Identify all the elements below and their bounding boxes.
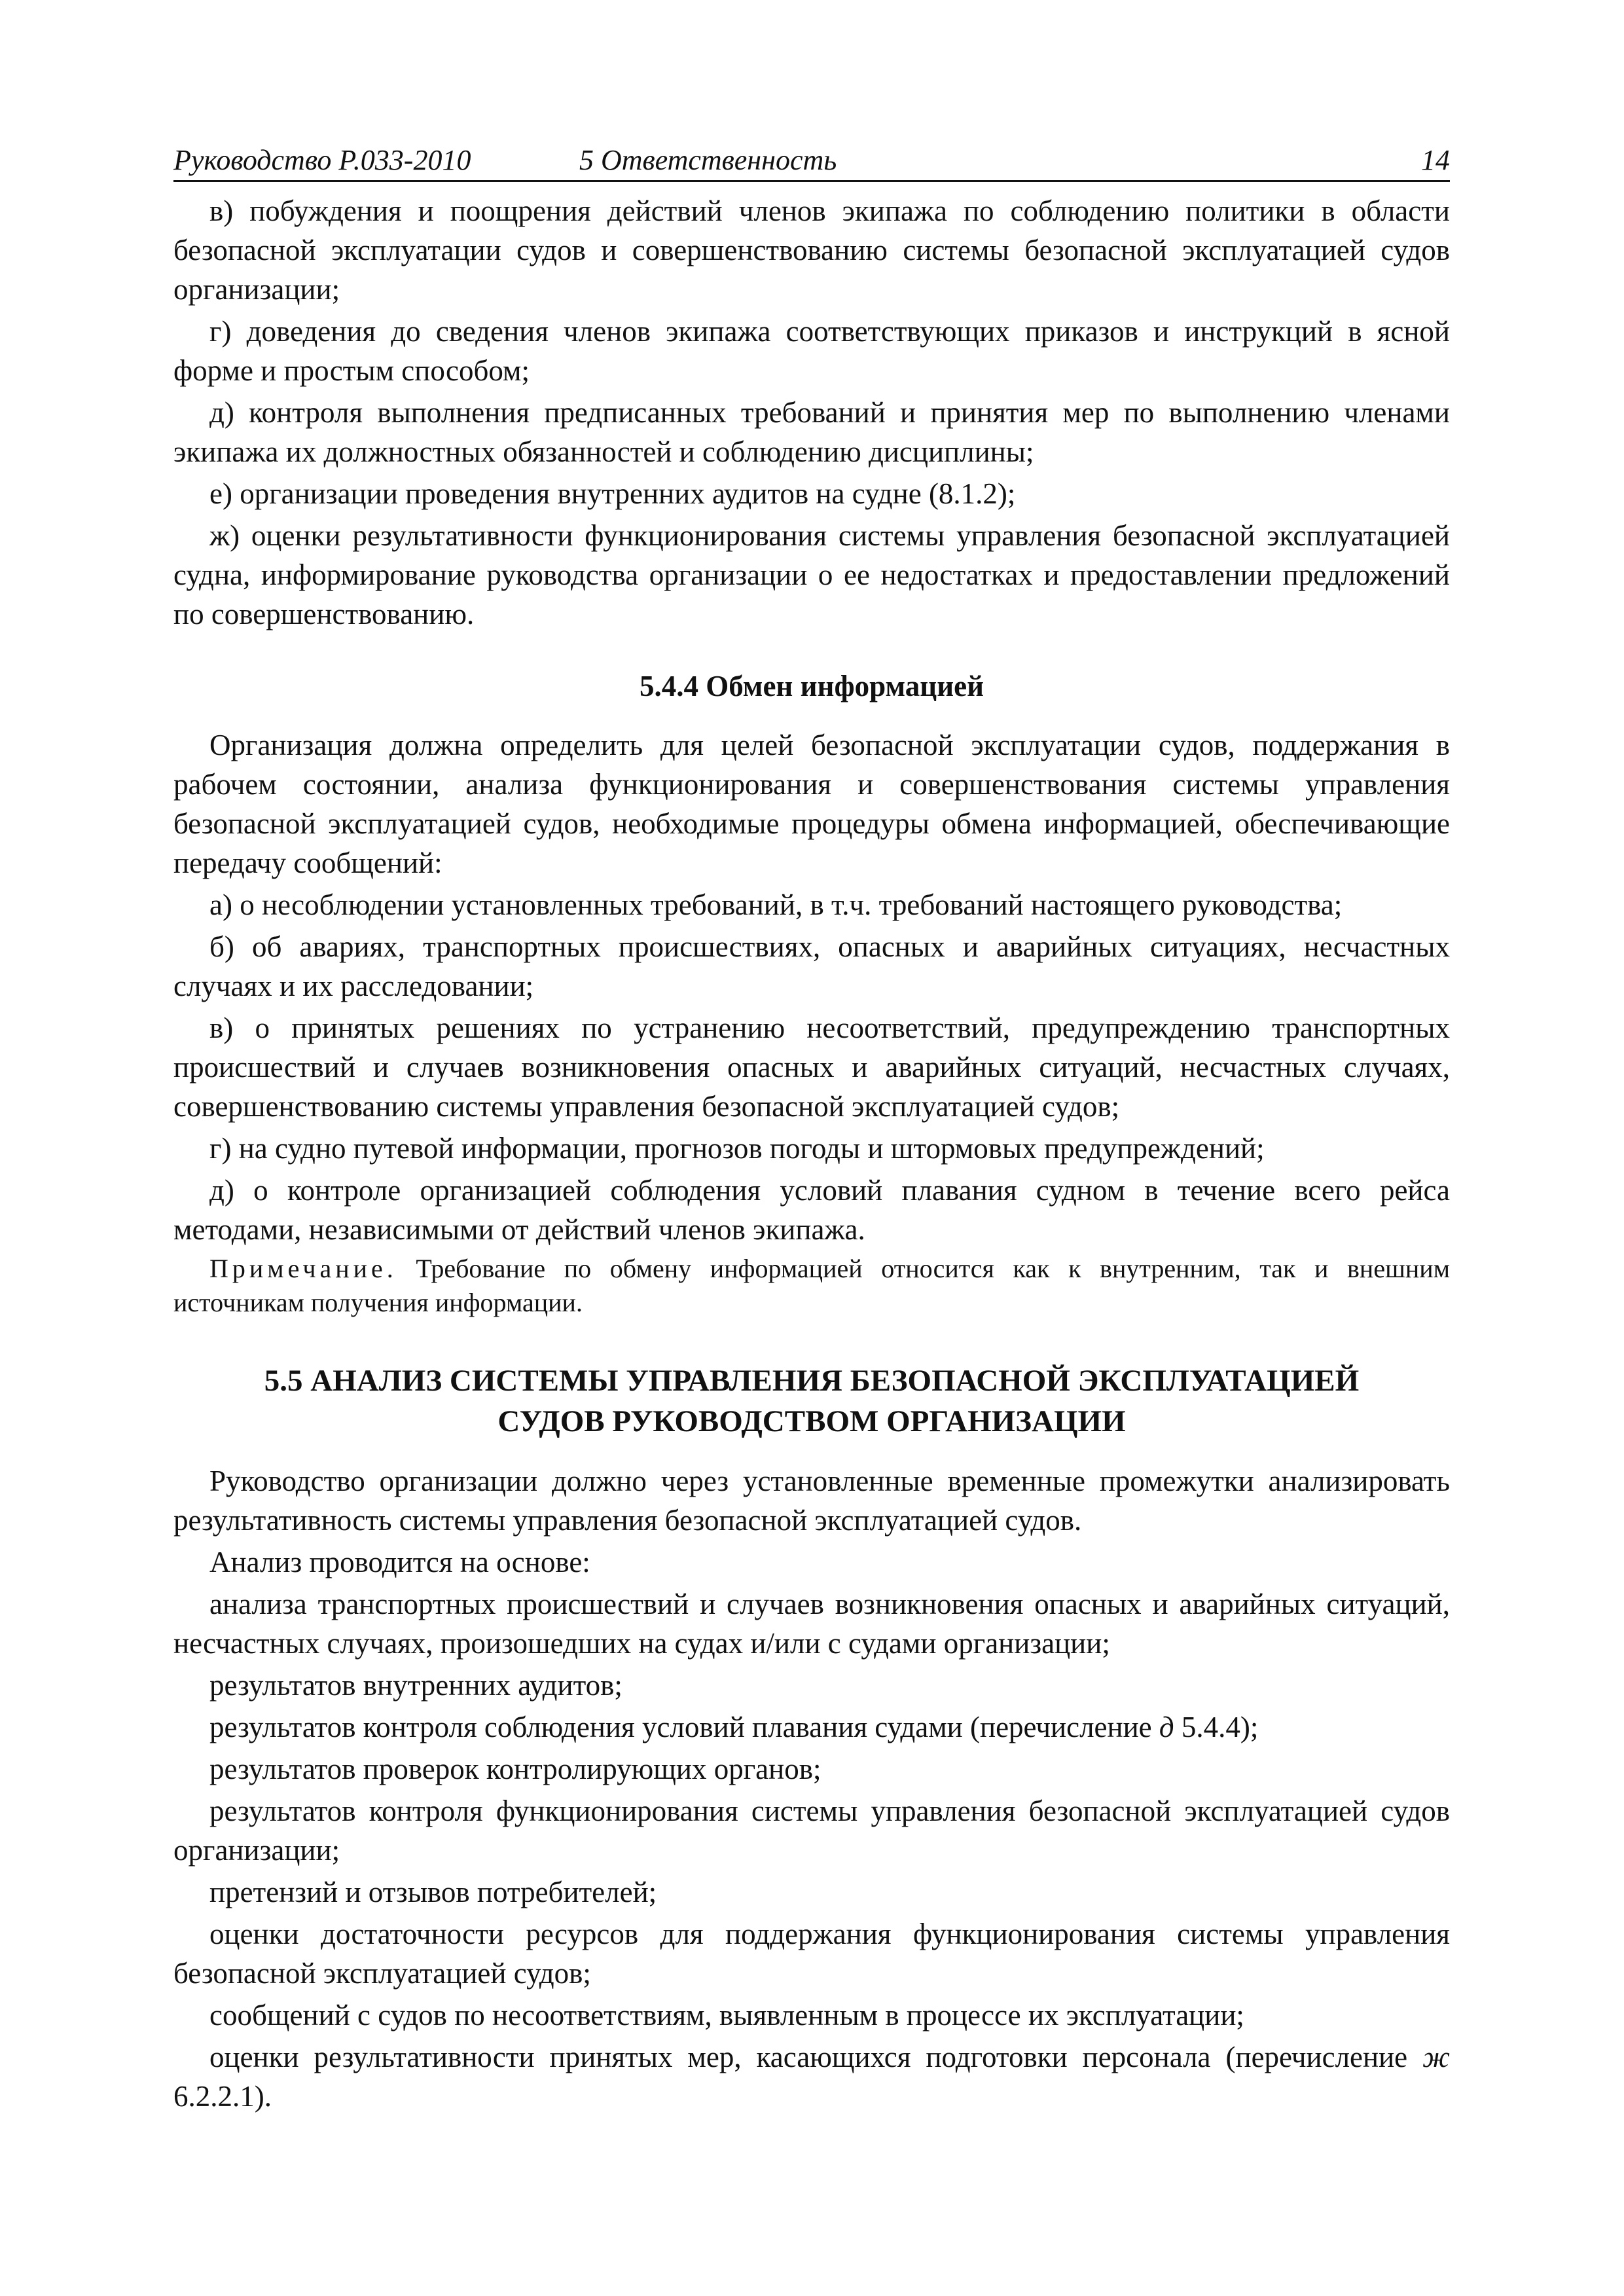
- list-item: сообщений с судов по несоответствиям, выявленным в процессе их эксплуатации;: [209, 1999, 1244, 2032]
- section-5-4-4-body: [173, 725, 1450, 1320]
- list-item: г) на судно путевой информации, прогнозов погоды и штормовых предупреждений;: [209, 1132, 1265, 1165]
- section-heading-line: 5.5 АНАЛИЗ СИСТЕМЫ УПРАВЛЕНИЯ БЕЗОПАСНОЙ ЭКСПЛУАТАЦИЕЙ: [264, 1364, 1360, 1398]
- list-item: оценки достаточности ресурсов для поддержания функционирования системы управления безопасной эксплуатацией судов;: [173, 1918, 1450, 1990]
- section-heading-line: СУДОВ РУКОВОДСТВОМ ОРГАНИЗАЦИИ: [497, 1404, 1126, 1438]
- paragraph: Организация должна определить для целей безопасной эксплуатации судов, поддержания в рабочем состоянии, анализа функционирования и совершенствования системы управления безопасной эксплуатацией судов, необходимые процедуры обмена информацией, обеспечивающие передачу сообщений:: [173, 729, 1450, 879]
- list-item: б) об авариях, транспортных происшествиях, опасных и аварийных ситуациях, несчастных случаях и их расследовании;: [173, 930, 1450, 1002]
- list-item-text: оценки результативности принятых мер, касающихся подготовки персонала (перечисление: [209, 2041, 1423, 2073]
- list-item: [173, 2037, 1450, 2116]
- note: [173, 1252, 1450, 1320]
- note-text: Требование по обмену информацией относится как к внутренним, так и внешним источникам получения информации.: [173, 1254, 1450, 1317]
- list-item-text: результатов контроля соблюдения условий плавания судами (перечисление: [209, 1711, 1159, 1743]
- list-item: результатов проверок контролирующих органов;: [209, 1753, 821, 1785]
- list-item: а) о несоблюдении установленных требований, в т.ч. требований настоящего руководства;: [209, 888, 1343, 921]
- list-item: г) доведения до сведения членов экипажа соответствующих приказов и инструкций в ясной форме и простым способом;: [173, 315, 1450, 387]
- list-item: в) о принятых решениях по устранению несоответствий, предупреждению транспортных происшествий и случаев возникновения опасных и аварийных ситуаций, несчастных случаях, совершенствованию системы управления безопасной эксплуатацией судов;: [173, 1011, 1450, 1123]
- paragraph: Руководство организации должно через установленные временные промежутки анализировать результативность системы управления безопасной эксплуатацией судов.: [173, 1465, 1450, 1537]
- list-item: ж) оценки результативности функционирования системы управления безопасной эксплуатацией судна, информирование руководства организации о ее недостатках и предоставлении предложений по совершенствованию.: [173, 519, 1450, 630]
- note-label: Примечание.: [209, 1254, 397, 1283]
- list-item: [173, 1707, 1450, 1747]
- list-item-text: 5.4.4);: [1174, 1711, 1259, 1743]
- top-list: [173, 191, 1450, 634]
- list-item: е) организации проведения внутренних аудитов на судне (8.1.2);: [209, 477, 1016, 510]
- document-page: [173, 141, 1450, 2116]
- list-item: результатов контроля функционирования системы управления безопасной эксплуатацией судов организации;: [173, 1795, 1450, 1867]
- list-item-text: 6.2.2.1).: [173, 2080, 272, 2113]
- section-heading-5-4-4: 5.4.4 Обмен информацией: [639, 670, 984, 702]
- list-item: д) контроля выполнения предписанных требований и принятия мер по выполнению членами экипажа их должностных обязанностей и соблюдению дисциплины;: [173, 396, 1450, 468]
- list-item: претензий и отзывов потребителей;: [209, 1876, 657, 1908]
- list-item: в) побуждения и поощрения действий членов экипажа по соблюдению политики в области безопасной эксплуатации судов и совершенствованию системы безопасной эксплуатацией судов организации;: [173, 194, 1450, 306]
- header-document-title: Руководство Р.033-2010: [173, 144, 471, 176]
- list-item: анализа транспортных происшествий и случаев возникновения опасных и аварийных ситуаций, несчастных случаях, произошедших на судах и/или с судами организации;: [173, 1588, 1450, 1660]
- list-item: результатов внутренних аудитов;: [209, 1669, 623, 1702]
- list-item-ref: д: [1159, 1711, 1174, 1743]
- section-heading-5-5: [173, 1360, 1450, 1442]
- page-number: 14: [1421, 144, 1450, 176]
- list-item-ref: ж: [1422, 2041, 1450, 2073]
- header-section-title: 5 Ответственность: [579, 144, 837, 176]
- paragraph: Анализ проводится на основе:: [209, 1546, 590, 1578]
- section-5-5-body: [173, 1461, 1450, 2116]
- list-item: д) о контроле организацией соблюдения условий плавания судном в течение всего рейса методами, независимыми от действий членов экипажа.: [173, 1174, 1450, 1246]
- running-header: [173, 141, 1450, 182]
